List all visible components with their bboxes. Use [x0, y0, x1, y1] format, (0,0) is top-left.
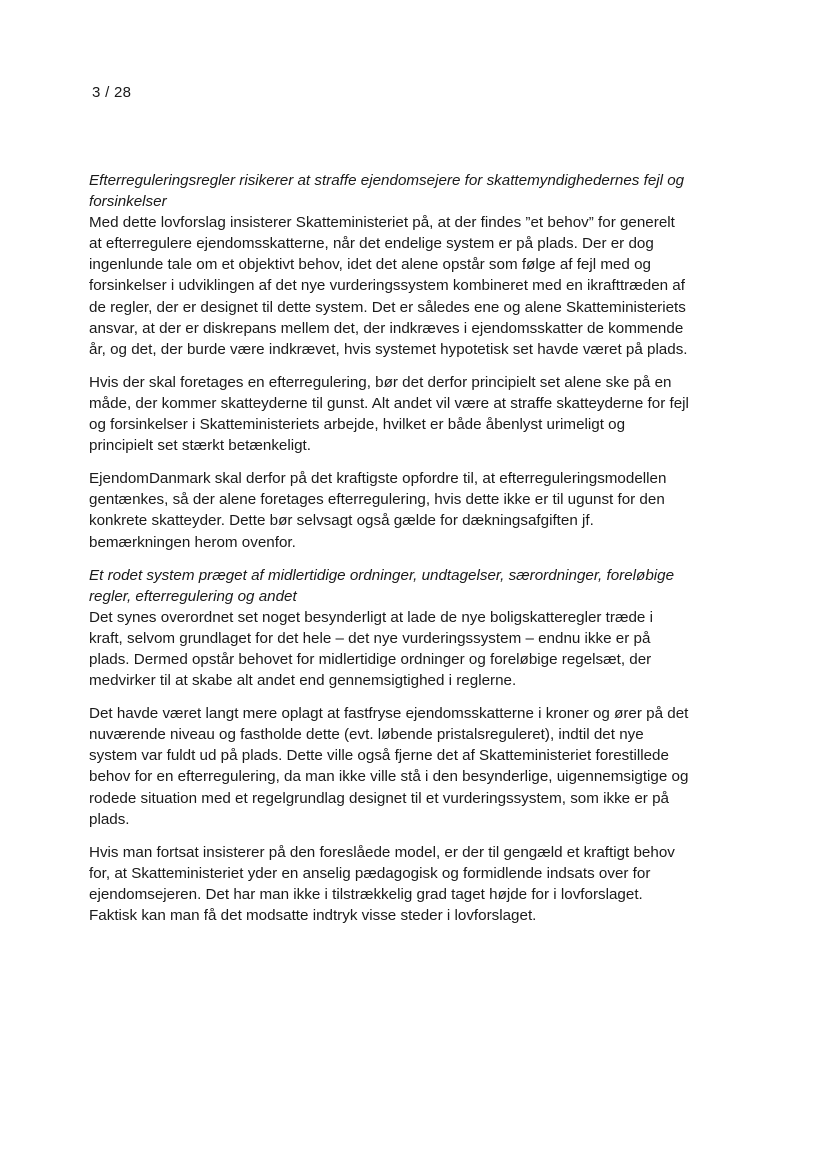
paragraph: EjendomDanmark skal derfor på det kraftigste opfordre til, at efterreguleringsmodellen gentænkes, så der alene foretages efterregulering, hvis dette ikke er til ugunst for den konkrete skatteyder. Dette bør selvsagt også gælde for dækningsafgiften jf. bemærkningen herom ovenfor. — [89, 470, 667, 551]
paragraph: Det synes overordnet set noget besynderligt at lade de nye boligskatteregler træde i kraft, selvom grundlaget for det hele – det nye vurderingssystem – endnu ikke er på plads. Dermed opstår behovet for midlertidige ordninger og foreløbige regelsæt, der medvirker til at skabe alt andet end gennemsigtighed i reglerne. — [89, 608, 653, 690]
document-body — [89, 170, 689, 938]
paragraph: Med dette lovforslag insisterer Skatteministeriet på, at der findes ”et behov” for generelt at efterregulere ejendomsskatterne, når det endelige system er på plads. Der er dog ingenlunde tale om et objektivt behov, idet det alene opstår som følge af fejl med og forsinkelser i udviklingen af det nye vurderingssystem kombineret med en ikrafttræden af de regler, der er designet til dette system. Det er således ene og alene Skatteministeriets ansvar, at der er diskrepans mellem det, der indkræves i ejendomsskatter de kommende år, og det, der burde være indkrævet, hvis systemet hypotetisk set havde været på plads. — [89, 214, 688, 358]
paragraph: Hvis man fortsat insisterer på den foreslåede model, er der til gengæld et kraftigt behov for, at Skatteministeriet yder en anselig pædagogisk og formidlende indsats over for ejendomsejeren. Det har man ikke i tilstrækkelig grad taget højde for i lovforslaget. Faktisk kan man få det modsatte indtryk visse steder i lovforslaget. — [89, 843, 675, 924]
page-number: 3 / 28 — [92, 84, 132, 101]
section-heading: Et rodet system præget af midlertidige ordninger, undtagelser, særordninger, foreløbige regler, efterregulering og andet — [89, 566, 675, 605]
section-heading: Efterreguleringsregler risikerer at straffe ejendomsejere for skattemyndighedernes fejl og forsinkelser — [89, 172, 685, 211]
paragraph: Det havde været langt mere oplagt at fastfryse ejendomsskatterne i kroner og ører på det nuværende niveau og fastholde dette (evt. løbende pristalsreguleret), indtil det nye system var fuldt ud på plads. Dette ville også fjerne det af Skatteministeriet forestillede behov for en efterregulering, da man ikke ville stå i den besynderlige, uigennemsigtige og rodede situation med et regelgrundlag designet til et vurderingssystem, som ikke er på plads. — [89, 705, 689, 828]
paragraph: Hvis der skal foretages en efterregulering, bør det derfor principielt set alene ske på en måde, der kommer skatteyderne til gunst. Alt andet vil være at straffe skatteyderne for fejl og forsinkelser i Skatteministeriets arbejde, hvilket er både åbenlyst urimeligt og principielt set stærkt betænkeligt. — [89, 373, 689, 455]
